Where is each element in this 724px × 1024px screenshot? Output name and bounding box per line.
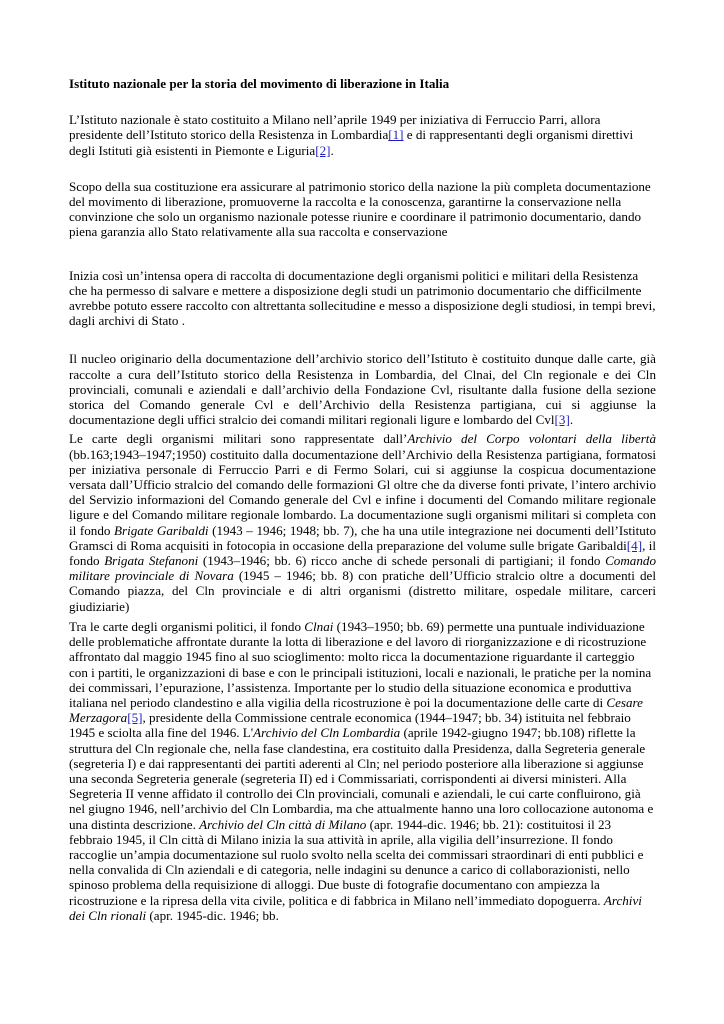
text-run: Le carte degli organismi militari sono rappresentate dall’: [69, 431, 408, 447]
fund-title: Cesare Merzagora: [69, 694, 643, 726]
text-run: e di rappresentanti degli organismi direttivi degli Istituti già esistenti in Piemonte e Liguria: [69, 127, 634, 158]
text-run: (apr. 1944-dic. 1946; bb. 21): costituitosi il 23 febbraio 1945, il Cln città di Milano inizia la sua attività in aprile, alla vigilia dell’insurrezione. Il fondo raccoglie un’ampia documentazione sul ruolo svolto nella scelta dei commissari straordinari di enti pubblici e nella convalida di Cln aziendali e di categoria, nelle indagini su denunce a carico di collaborazionisti, nello spinoso problema della requisizione di alloggi. Due buste di fotografie documentano con ampiezza la ricostruzione e la ripresa della vita civile, politica e di fabbrica in Milano nell’immediato dopoguerra.: [69, 816, 644, 908]
fund-title: Brigate Garibaldi: [114, 522, 209, 538]
paragraph-political-organisms: [69, 619, 656, 923]
footnote-link-1[interactable]: [1]: [388, 127, 404, 143]
document-title: Istituto nazionale per la storia del movimento di liberazione in Italia: [69, 76, 450, 91]
paragraph-military-organisms: [69, 431, 656, 613]
text-run: (1943 – 1946; 1948; bb. 7), che ha una utile integrazione nei documenti dell’Istituto Gramsci di Roma acquisiti in fotocopia in occasione della preparazione del volume sulle brigate Garibaldi: [69, 522, 657, 553]
fund-title: Archivio del Cln Lombardia: [253, 725, 401, 741]
text-run: , presidente della Commissione centrale economica (1944–1947; bb. 34) istituita nel febbraio 1945 e sciolta alla fine del 1946. L': [69, 710, 631, 741]
text-run: (apr. 1945-dic. 1946; bb.: [146, 907, 279, 923]
footnote-link-4[interactable]: [4]: [626, 537, 643, 553]
text-run: (1943–1946; bb. 6) ricco anche di schede personali di partigiani; il fondo: [198, 553, 606, 569]
fund-title: Archivi dei Cln rionali: [69, 892, 642, 923]
paragraph-founding: [69, 112, 656, 158]
fund-title: Archivio del Cln città di Milano: [199, 816, 367, 832]
paragraph-original-nucleus: [69, 351, 656, 427]
footnote-link-3[interactable]: [3]: [554, 412, 570, 428]
text-run: .: [330, 142, 334, 158]
fund-title: Clnai: [304, 618, 334, 634]
paragraph-purpose: Scopo della sua costituzione era assicurare al patrimonio storico della nazione la più completa documentazione del movimento di liberazione, promuoverne la raccolta e la conoscenza, garantirne la conservazione nella convinzione che solo un organismo nazionale potesse riunire e coordinare il patrimonio documentario, dando piena garanzia allo Stato relativamente alla sua raccolta e conservazione: [69, 178, 651, 240]
footnote-link-5[interactable]: [5]: [127, 710, 143, 726]
fund-title: Archivio del Corpo volontari della libertà: [407, 431, 656, 447]
text-run: (1945 – 1946; bb. 8) con pratiche dell’Ufficio stralcio oltre a documenti del Comando piazza, del Cln provinciale e di altri organismi (distretto militare, ospedale militare, carceri giudiziarie): [69, 568, 656, 614]
text-run: (aprile 1942-giugno 1947; bb.108) riflette la struttura del Cln regionale che, nella fase clandestina, era costituito dalla Presidenza, dalla Segreteria generale (segreteria I) e dai rappresentanti dei partiti aderenti al Cln; nel periodo posteriore alla liberazione si aggiunse una seconda Segreteria generale (segreteria II) ed i Commissariati, corrispondenti ai diversi ministeri. Alla Segreteria II venne affidato il controllo dei Cln provinciali, comunali e aziendali, le cui carte confluirono, già nel giugno 1946, nell’archivio del Cln Lombardia, ma che attualmente hanno una loro collocazione autonoma e una distinta descrizione.: [69, 725, 654, 832]
paragraph-collection: Inizia così un’intensa opera di raccolta di documentazione degli organismi politici e militari della Resistenza che ha permesso di salvare e mettere a disposizione degli studi un patrimonio documentario che difficilmente avrebbe potuto essere raccolto con altrettanta sollecitudine e messo a disposizione degli studiosi, in tempi brevi, dagli archivi di Stato .: [69, 267, 656, 329]
text-run: Tra le carte degli organismi politici, il fondo: [69, 618, 305, 634]
text-run: , il fondo: [69, 537, 656, 569]
document-page: [69, 76, 656, 923]
text-run: .: [569, 412, 574, 428]
text-run: Il nucleo originario della documentazione dell’archivio storico dell’Istituto è costituito dunque dalle carte, già raccolte a cura dell’Istituto storico della Resistenza in Lombardia, del Clnai, del Cln regionale e dei Cln provinciali, comunali e aziendali e dall’archivio della Fondazione Cvl, risultante dalla fusione della sezione storica del Comando generale Cvl e dell’Archivio della Resistenza partigiana, cui si aggiunse la documentazione degli uffici stralcio dei comandi militari regionali ligure e lombardo del Cvl: [69, 351, 656, 428]
text-run: (1943–1950; bb. 69) permette una puntuale individuazione delle problematiche affrontate durante la lotta di liberazione e del lavoro di riorganizzazione e di ricostruzione affrontato dal maggio 1945 fino al suo scioglimento: molto ricca la documentazione riguardante il carteggio con i partiti, le organizzazioni di base e con le principali istituzioni, locali e nazionali, le pratiche per la nomina dei commissari, l’epurazione, l’assistenza. Importante per lo studio della situazione economica e produttiva italiana nel periodo clandestino e alla vigilia della ricostruzione è poi la documentazione delle carte di: [69, 618, 652, 710]
footnote-link-2[interactable]: [2]: [315, 142, 331, 158]
fund-title: Brigata Stefanoni: [104, 553, 199, 569]
text-run: L’Istituto nazionale è stato costituito a Milano nell’aprile 1949 per iniziativa di Ferruccio Parri, allora presidente dell’Istituto storico della Resistenza in Lombardia: [69, 112, 601, 143]
text-run: (bb.163;1943–1947;1950) costituito dalla documentazione dell’Archivio della Resistenza partigiana, formatosi per iniziativa personale di Ferruccio Parri e di Fermo Solari, cui si aggiunse la cospicua documentazione versata dall’Ufficio stralcio del comando delle formazioni Gl oltre che da diverse fonti private, l’intero archivio del Servizio informazioni del Comando generale del Cvl e infine i documenti del Comando militare regionale ligure e del Comando militare regionale lombardo. La documentazione sugli organismi militari si completa con il fondo: [69, 446, 656, 538]
fund-title: Comando militare provinciale di Novara: [69, 553, 656, 584]
